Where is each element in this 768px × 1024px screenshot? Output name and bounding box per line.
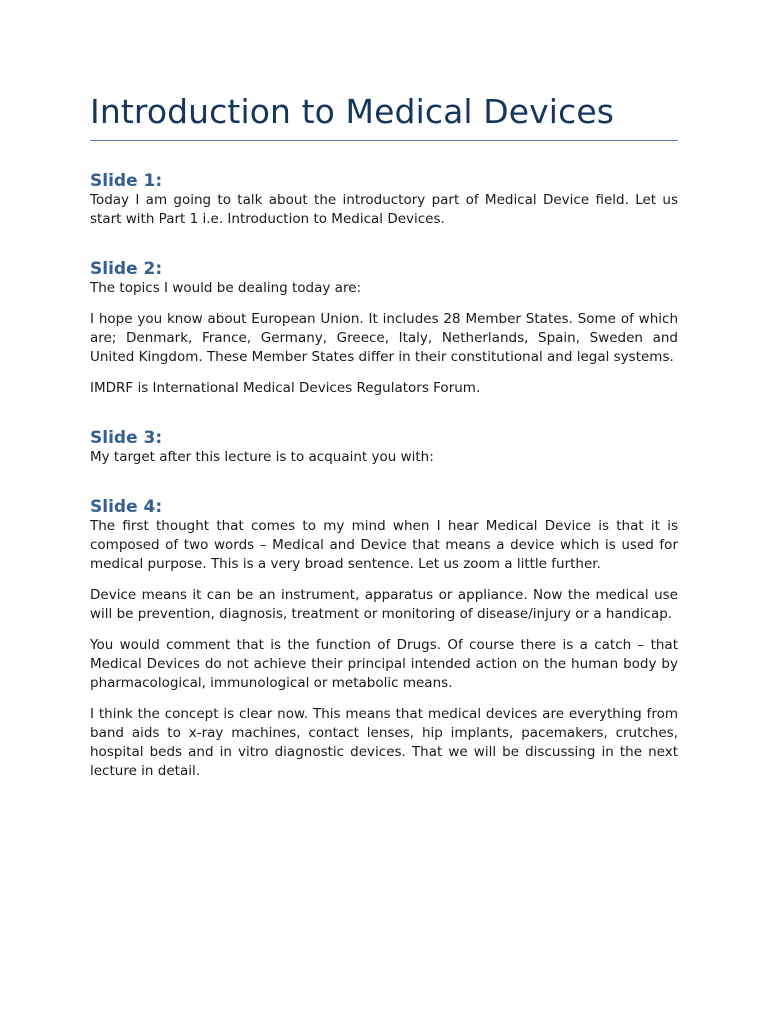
paragraph: IMDRF is International Medical Devices Regulators Forum. [90,380,481,396]
paragraph: The first thought that comes to my mind when I hear Medical Device is that it is composed of two words – Medical and Device that means a device which is used for medical purpose. This is a very broad sentence. Let us zoom a little further. [90,518,678,572]
section-heading: Slide 3: [90,428,163,448]
section-heading: Slide 4: [90,497,163,517]
paragraph: You would comment that is the function of Drugs. Of course there is a catch – that Medical Devices do not achieve their principal intended action on the human body by pharmacological, immunological or metabolic means. [90,637,678,691]
section-slide-4 [90,497,678,781]
section-heading: Slide 1: [90,171,163,191]
paragraph: Today I am going to talk about the introductory part of Medical Device field. Let us start with Part 1 i.e. Introduction to Medical Devices. [90,192,678,227]
document-page [90,92,678,781]
paragraph: I think the concept is clear now. This means that medical devices are everything from band aids to x-ray machines, contact lenses, hip implants, pacemakers, crutches, hospital beds and in vitro diagnostic devices. That we will be discussing in the next lecture in detail. [90,706,678,779]
section-heading: Slide 2: [90,259,163,279]
section-slide-2 [90,259,678,398]
paragraph: The topics I would be dealing today are: [90,280,362,296]
section-slide-3 [90,428,678,467]
paragraph: Device means it can be an instrument, apparatus or appliance. Now the medical use will be prevention, diagnosis, treatment or monitoring of disease/injury or a handicap. [90,587,678,622]
paragraph: I hope you know about European Union. It includes 28 Member States. Some of which are; Denmark, France, Germany, Greece, Italy, Netherlands, Spain, Sweden and United Kingdom. These Member States differ in their constitutional and legal systems. [90,311,678,365]
document-title: Introduction to Medical Devices [90,92,678,141]
section-slide-1 [90,171,678,229]
paragraph: My target after this lecture is to acquaint you with: [90,449,434,465]
